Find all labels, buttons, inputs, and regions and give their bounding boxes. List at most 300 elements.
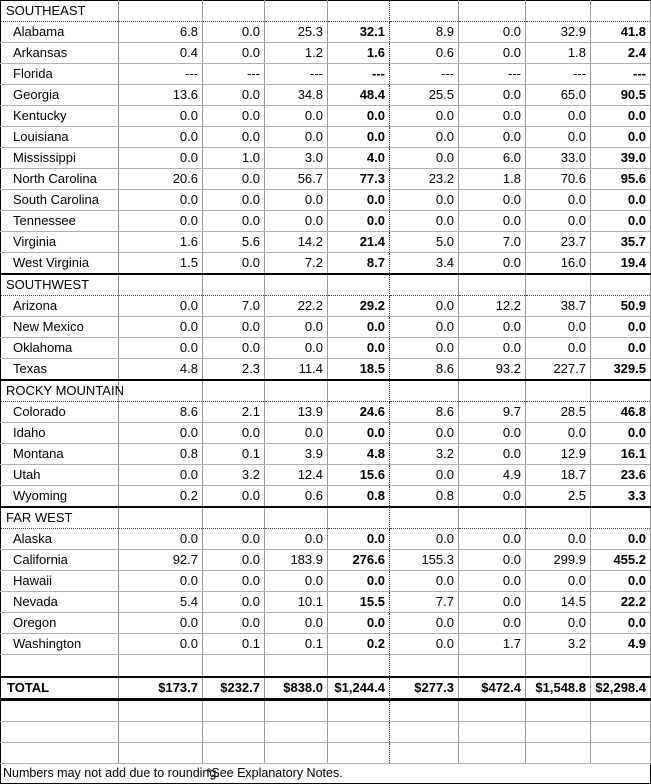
value-cell: 0.0 [203,43,265,64]
empty-cell [119,1,203,22]
footnote-row [1,764,651,784]
empty-cell [203,655,265,678]
total-value-cell: $472.4 [459,677,526,700]
value-cell: 8.7 [328,253,390,275]
value-cell: 41.8 [591,22,651,43]
value-cell: 0.0 [390,338,459,359]
empty-cell [459,380,526,402]
empty-cell [526,655,591,678]
state-name-cell: Mississippi [1,148,119,169]
state-row-washington [1,634,651,655]
value-cell: 0.0 [203,613,265,634]
empty-cell [591,380,651,402]
value-cell: 0.0 [459,444,526,465]
empty-cell [591,274,651,296]
empty-cell [390,380,459,402]
value-cell: 0.0 [591,317,651,338]
empty-cell [526,274,591,296]
value-cell: 0.0 [328,106,390,127]
value-cell: --- [119,64,203,85]
footnote-left: Numbers may not add due to rounding. [3,766,220,780]
value-cell: 95.6 [591,169,651,190]
value-cell: 0.0 [203,22,265,43]
empty-cell [1,722,119,743]
empty-cell [526,722,591,743]
empty-cell [265,722,328,743]
empty-row [1,655,651,678]
total-value-cell: $173.7 [119,677,203,700]
value-cell: 0.0 [203,190,265,211]
empty-cell [328,743,390,764]
value-cell: 7.7 [390,592,459,613]
value-cell: 0.0 [459,592,526,613]
region-header-row-rocky-mountain [1,380,651,402]
value-cell: 0.0 [591,613,651,634]
value-cell: 24.6 [328,402,390,423]
empty-cell [459,274,526,296]
value-cell: 0.0 [265,613,328,634]
value-cell: 1.6 [119,232,203,253]
value-cell: 0.0 [459,127,526,148]
value-cell: 0.0 [591,529,651,550]
state-name-cell: Tennessee [1,211,119,232]
value-cell: 50.9 [591,296,651,317]
value-cell: 0.0 [459,317,526,338]
state-row-georgia [1,85,651,106]
total-value-cell: $838.0 [265,677,328,700]
value-cell: 32.9 [526,22,591,43]
value-cell: 14.5 [526,592,591,613]
empty-cell [119,274,203,296]
value-cell: 0.0 [265,127,328,148]
value-cell: 0.0 [526,317,591,338]
state-row-alabama [1,22,651,43]
state-row-montana [1,444,651,465]
value-cell: 0.0 [119,106,203,127]
value-cell: --- [591,64,651,85]
value-cell: 227.7 [526,359,591,381]
region-name-label: SOUTHEAST [1,1,119,22]
value-cell: 0.1 [203,444,265,465]
value-cell: 0.0 [328,423,390,444]
value-cell: 15.6 [328,465,390,486]
footnote-right: *See Explanatory Notes. [206,766,343,780]
value-cell: 14.2 [265,232,328,253]
value-cell: 0.0 [328,529,390,550]
value-cell: 0.0 [459,486,526,508]
state-row-oklahoma [1,338,651,359]
value-cell: 8.6 [390,359,459,381]
value-cell: 0.0 [203,211,265,232]
total-row [1,677,651,700]
value-cell: 18.7 [526,465,591,486]
value-cell: 4.9 [591,634,651,655]
state-name-cell: Colorado [1,402,119,423]
value-cell: 0.0 [203,592,265,613]
region-header-row-far-west [1,507,651,529]
empty-cell [265,274,328,296]
value-cell: 0.0 [265,529,328,550]
value-cell: 6.8 [119,22,203,43]
empty-cell [459,1,526,22]
empty-cell [390,1,459,22]
value-cell: 0.0 [390,571,459,592]
state-name-cell: Nevada [1,592,119,613]
empty-cell [328,507,390,529]
value-cell: 0.0 [459,253,526,275]
value-cell: 0.0 [459,43,526,64]
total-label-cell: TOTAL [1,677,119,700]
value-cell: 22.2 [591,592,651,613]
value-cell: 16.0 [526,253,591,275]
empty-cell [265,700,328,722]
state-row-new-mexico [1,317,651,338]
value-cell: 0.0 [203,529,265,550]
value-cell: 35.7 [591,232,651,253]
value-cell: 0.0 [459,529,526,550]
value-cell: 0.0 [119,465,203,486]
value-cell: 3.3 [591,486,651,508]
value-cell: 455.2 [591,550,651,571]
empty-cell [459,743,526,764]
value-cell: 0.0 [119,423,203,444]
value-cell: 65.0 [526,85,591,106]
value-cell: 0.2 [119,486,203,508]
state-name-cell: Alabama [1,22,119,43]
value-cell: 0.0 [328,317,390,338]
state-name-cell: Kentucky [1,106,119,127]
empty-cell [203,743,265,764]
value-cell: --- [459,64,526,85]
value-cell: 38.7 [526,296,591,317]
empty-row [1,700,651,722]
value-cell: 0.0 [591,423,651,444]
value-cell: 0.0 [203,253,265,275]
empty-cell [526,743,591,764]
value-cell: 0.0 [526,190,591,211]
state-row-arkansas [1,43,651,64]
state-name-cell: Washington [1,634,119,655]
value-cell: 0.0 [459,190,526,211]
state-name-cell: Arizona [1,296,119,317]
value-cell: 9.7 [459,402,526,423]
value-cell: 0.0 [526,338,591,359]
state-name-cell: Louisiana [1,127,119,148]
value-cell: 21.4 [328,232,390,253]
state-name-cell: West Virginia [1,253,119,275]
empty-cell [591,655,651,678]
empty-cell [119,722,203,743]
empty-cell [526,380,591,402]
value-cell: 23.7 [526,232,591,253]
value-cell: 0.8 [390,486,459,508]
value-cell: 299.9 [526,550,591,571]
state-name-cell: Montana [1,444,119,465]
value-cell: 0.0 [390,423,459,444]
state-row-texas [1,359,651,381]
value-cell: 183.9 [265,550,328,571]
value-cell: 0.0 [526,211,591,232]
value-cell: 19.4 [591,253,651,275]
empty-cell [265,655,328,678]
value-cell: 28.5 [526,402,591,423]
value-cell: 0.0 [203,127,265,148]
value-cell: 0.0 [390,296,459,317]
value-cell: --- [203,64,265,85]
value-cell: 1.7 [459,634,526,655]
state-name-cell: Texas [1,359,119,381]
value-cell: 23.6 [591,465,651,486]
value-cell: 0.0 [390,317,459,338]
state-name-cell: South Carolina [1,190,119,211]
value-cell: 4.0 [328,148,390,169]
value-cell: 0.0 [119,613,203,634]
empty-cell [1,700,119,722]
state-row-alaska [1,529,651,550]
state-row-colorado [1,402,651,423]
value-cell: 25.3 [265,22,328,43]
empty-cell [203,507,265,529]
value-cell: 93.2 [459,359,526,381]
value-cell: 56.7 [265,169,328,190]
state-row-south-carolina [1,190,651,211]
value-cell: 0.2 [328,634,390,655]
value-cell: 0.0 [591,211,651,232]
empty-cell [119,655,203,678]
value-cell: 0.0 [390,211,459,232]
value-cell: 0.0 [459,22,526,43]
empty-cell [390,507,459,529]
state-row-florida [1,64,651,85]
value-cell: 0.0 [203,106,265,127]
value-cell: 0.6 [390,43,459,64]
empty-cell [328,655,390,678]
state-row-wyoming [1,486,651,508]
value-cell: 3.9 [265,444,328,465]
value-cell: 2.4 [591,43,651,64]
value-cell: 5.6 [203,232,265,253]
value-cell: 1.5 [119,253,203,275]
value-cell: 12.9 [526,444,591,465]
empty-cell [390,743,459,764]
value-cell: 1.0 [203,148,265,169]
value-cell: 2.5 [526,486,591,508]
empty-cell [119,380,203,402]
empty-cell [119,700,203,722]
empty-cell [591,507,651,529]
state-name-cell: Alaska [1,529,119,550]
value-cell: 77.3 [328,169,390,190]
value-cell: 0.0 [119,211,203,232]
value-cell: 0.0 [526,106,591,127]
value-cell: 7.0 [459,232,526,253]
value-cell: 20.6 [119,169,203,190]
value-cell: 18.5 [328,359,390,381]
state-row-virginia [1,232,651,253]
value-cell: 0.0 [459,211,526,232]
value-cell: 3.2 [390,444,459,465]
value-cell: 0.0 [526,529,591,550]
state-name-cell: Florida [1,64,119,85]
empty-cell [591,700,651,722]
value-cell: 0.0 [328,127,390,148]
state-row-california [1,550,651,571]
state-row-idaho [1,423,651,444]
value-cell: 0.0 [526,613,591,634]
value-cell: 1.8 [526,43,591,64]
state-name-cell: Virginia [1,232,119,253]
value-cell: 0.0 [390,465,459,486]
value-cell: --- [526,64,591,85]
empty-row [1,743,651,764]
value-cell: 3.2 [203,465,265,486]
value-cell: 46.8 [591,402,651,423]
value-cell: 7.0 [203,296,265,317]
total-value-cell: $1,548.8 [526,677,591,700]
value-cell: 0.0 [459,550,526,571]
value-cell: 0.0 [591,571,651,592]
empty-cell [203,722,265,743]
state-name-cell: Idaho [1,423,119,444]
value-cell: 0.0 [390,613,459,634]
state-row-mississippi [1,148,651,169]
empty-cell [1,655,119,678]
value-cell: 0.0 [265,317,328,338]
total-value-cell: $2,298.4 [591,677,651,700]
state-row-kentucky [1,106,651,127]
value-cell: 22.2 [265,296,328,317]
value-cell: 13.6 [119,85,203,106]
empty-cell [203,700,265,722]
empty-cell [390,700,459,722]
value-cell: 70.6 [526,169,591,190]
empty-cell [328,1,390,22]
region-name-label: FAR WEST [1,507,119,529]
value-cell: 155.3 [390,550,459,571]
state-name-cell: New Mexico [1,317,119,338]
empty-cell [1,743,119,764]
value-cell: 2.1 [203,402,265,423]
value-cell: 1.2 [265,43,328,64]
state-name-cell: Hawaii [1,571,119,592]
value-cell: 11.4 [265,359,328,381]
value-cell: 8.9 [390,22,459,43]
value-cell: 6.0 [459,148,526,169]
region-name-label: ROCKY MOUNTAIN [1,380,119,402]
state-row-nevada [1,592,651,613]
value-cell: 0.0 [459,613,526,634]
value-cell: --- [328,64,390,85]
value-cell: 0.0 [591,127,651,148]
empty-cell [328,274,390,296]
state-row-oregon [1,613,651,634]
value-cell: 0.0 [265,338,328,359]
value-cell: 0.0 [265,106,328,127]
value-cell: 12.2 [459,296,526,317]
empty-cell [459,507,526,529]
value-cell: 0.0 [119,571,203,592]
value-cell: --- [265,64,328,85]
value-cell: 0.8 [119,444,203,465]
state-name-cell: North Carolina [1,169,119,190]
value-cell: 0.6 [265,486,328,508]
empty-cell [265,1,328,22]
value-cell: 0.0 [459,423,526,444]
empty-cell [328,700,390,722]
empty-cell [459,700,526,722]
empty-cell [265,507,328,529]
empty-cell [265,743,328,764]
value-cell: 0.0 [265,571,328,592]
value-cell: 0.0 [203,423,265,444]
value-cell: 329.5 [591,359,651,381]
empty-cell [203,380,265,402]
value-cell: 0.0 [119,148,203,169]
value-cell: 2.3 [203,359,265,381]
value-cell: 10.1 [265,592,328,613]
value-cell: 15.5 [328,592,390,613]
value-cell: 0.0 [203,550,265,571]
empty-cell [390,655,459,678]
value-cell: 5.4 [119,592,203,613]
empty-cell [390,722,459,743]
value-cell: 29.2 [328,296,390,317]
value-cell: 92.7 [119,550,203,571]
empty-cell [203,1,265,22]
value-cell: 0.0 [591,338,651,359]
value-cell: 7.2 [265,253,328,275]
state-row-louisiana [1,127,651,148]
value-cell: 39.0 [591,148,651,169]
value-cell: 4.8 [328,444,390,465]
value-cell: 8.6 [119,402,203,423]
value-cell: 0.0 [459,338,526,359]
value-cell: 33.0 [526,148,591,169]
value-cell: 32.1 [328,22,390,43]
region-header-row-southwest [1,274,651,296]
empty-cell [119,743,203,764]
value-cell: 0.0 [390,148,459,169]
state-row-hawaii [1,571,651,592]
value-cell: 0.0 [203,338,265,359]
empty-cell [119,507,203,529]
value-cell: 12.4 [265,465,328,486]
total-value-cell: $232.7 [203,677,265,700]
state-name-cell: Oregon [1,613,119,634]
value-cell: 276.6 [328,550,390,571]
value-cell: 0.0 [526,571,591,592]
state-name-cell: Oklahoma [1,338,119,359]
state-row-utah [1,465,651,486]
region-name-label: SOUTHWEST [1,274,119,296]
state-row-west-virginia [1,253,651,275]
value-cell: 4.9 [459,465,526,486]
state-name-cell: Georgia [1,85,119,106]
value-cell: 0.0 [591,190,651,211]
value-cell: 34.8 [265,85,328,106]
value-cell: 0.0 [526,127,591,148]
value-cell: 0.1 [203,634,265,655]
value-cell: 0.0 [328,571,390,592]
value-cell: 0.0 [328,211,390,232]
value-cell: 8.6 [390,402,459,423]
value-cell: 0.0 [390,190,459,211]
empty-cell [328,722,390,743]
state-name-cell: California [1,550,119,571]
state-name-cell: Utah [1,465,119,486]
value-cell: 90.5 [591,85,651,106]
value-cell: 0.0 [591,106,651,127]
